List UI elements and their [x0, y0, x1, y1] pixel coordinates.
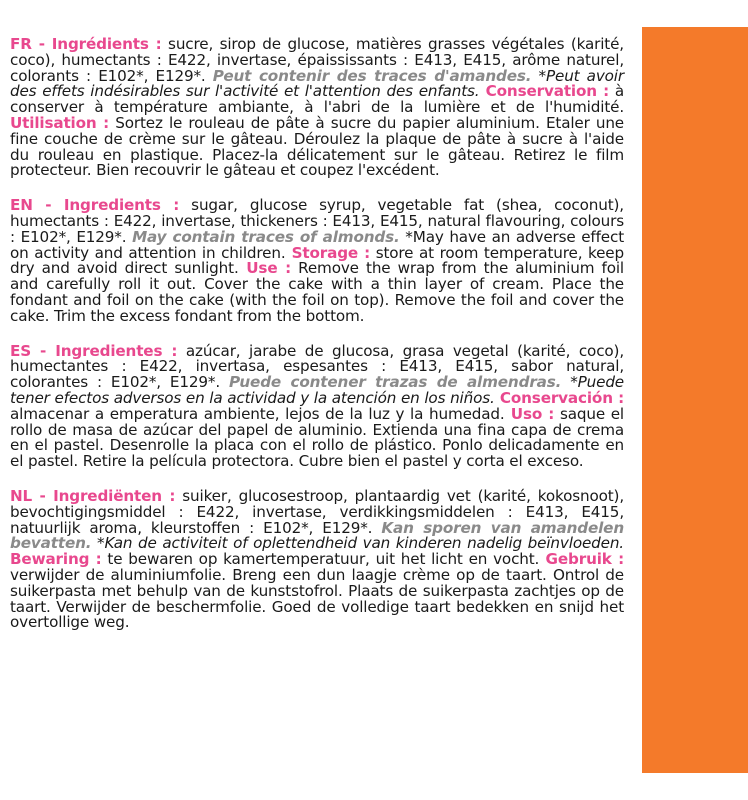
storage-fr: à conserver à température ambiante, à l'abri de la lumière et de l'humidité.: [10, 82, 624, 117]
lang-label-es: ES - Ingredientes :: [10, 341, 178, 360]
storage-label-fr: Conservation :: [479, 82, 610, 101]
use-label-nl: Gebruik :: [539, 550, 624, 569]
use-label-es: Uso :: [504, 404, 555, 423]
storage-es: almacenar a emperatura ambiente, lejos de la luz y la humedad.: [10, 404, 505, 423]
trace-warning-fr: Peut contenir des traces d'amandes.: [212, 66, 532, 85]
ingredients-fr: sucre, sirop de glucose, matières grasses végétales (karité, coco), humectants : E422, invertase, épaississants : E413, E415, arôme naturel, colorants : E102*, E129*.: [10, 35, 624, 85]
use-en: Remove the wrap from the aluminium foil and carefully roll it out. Cover the cake with a thin layer of cream. Place the fondant and foil on the cake (with the foil on top). Remove the foil and cover the cake. Trim the excess fondant from the bottom.: [10, 259, 624, 325]
storage-nl: te bewaren op kamertemperatuur, uit het licht en vocht.: [101, 550, 540, 569]
lang-label-fr: FR - Ingrédients :: [10, 35, 162, 53]
ingredients-es: azúcar, jarabe de glucosa, grasa vegetal (karité, coco), humectantes : E422, invertasa, espesantes : E413, E415, sabor natural, colorantes : E102*, E129*.: [10, 341, 624, 392]
paragraph-es: [10, 341, 625, 471]
trace-warning-nl: Kan sporen van amandelen bevatten.: [10, 518, 624, 553]
lang-label-nl: NL - Ingrediënten :: [10, 486, 176, 505]
orange-color-band: [642, 27, 748, 773]
storage-en: store at room temperature, keep dry and avoid direct sunlight.: [10, 243, 624, 278]
additive-warning-en: *May have an adverse effect on activity and attention in children.: [10, 227, 625, 262]
additive-warning-nl: *Kan de activiteit of oplettendheid van kinderen nadelig beïnvloeden.: [91, 534, 624, 553]
use-es: saque el rollo de masa de azúcar del papel de aluminio. Extienda una fina capa de crema en el pastel. Desenrolle la placa con el rollo de plástico. Ponlo delicadamente en el pastel. Retire la película protectora. Cubre bien el pastel y corta el exceso.: [10, 404, 624, 471]
ingredients-en: sugar, glucose syrup, vegetable fat (shea, coconut), humectants : E422, invertase, thickeners : E413, E415, natural flavouring, colours : E102*, E129*.: [10, 196, 624, 246]
paragraph-fr: [10, 37, 624, 179]
storage-label-nl: Bewaring :: [10, 550, 102, 569]
use-fr: Sortez le rouleau de pâte à sucre du papier aluminium. Etaler une fine couche de crème sur le gâteau. Déroulez la plaque de pâte à sucre à l'aide du rouleau en plastique. Placez-la délicatement sur le gâteau. Retirez le film protecteur. Bien recouvrir le gâteau et coupez l'excédent.: [10, 113, 625, 180]
lang-label-en: EN - Ingredients :: [10, 196, 180, 215]
paragraph-nl: [10, 486, 624, 632]
ingredients-nl: suiker, glucosestroop, plantaardig vet (karité, kokosnoot), bevochtigingsmiddel : E422, invertase, verdikkingsmiddelen : E413, E415, natuurlijk aroma, kleurstoffen : E102*, E129*.: [10, 486, 624, 537]
additive-warning-fr: *Peut avoir des effets indésirables sur l'activité et l'attention des enfants.: [10, 66, 624, 101]
additive-warning-es: *Puede tener efectos adversos en la actividad y la atención en los niños.: [10, 373, 625, 407]
trace-warning-es: Puede contener trazas de almendras.: [228, 373, 562, 392]
use-label-en: Use :: [238, 259, 291, 278]
storage-label-en: Storage :: [285, 243, 371, 262]
storage-label-es: Conservación :: [494, 388, 624, 407]
ingredients-label-text: [10, 37, 624, 650]
trace-warning-en: May contain traces of almonds.: [132, 227, 400, 246]
use-label-fr: Utilisation :: [10, 113, 110, 132]
paragraph-en: [10, 198, 624, 324]
use-nl: verwijder de aluminiumfolie. Breng een dun laagje crème op de taart. Ontrol de suikerpasta met behulp van de kunststofrol. Plaats de suikerpasta zachtjes op de taart. Verwijder de beschermfolie. Goed de volledige taart bedekken en snijd het overtollige weg.: [10, 565, 624, 632]
